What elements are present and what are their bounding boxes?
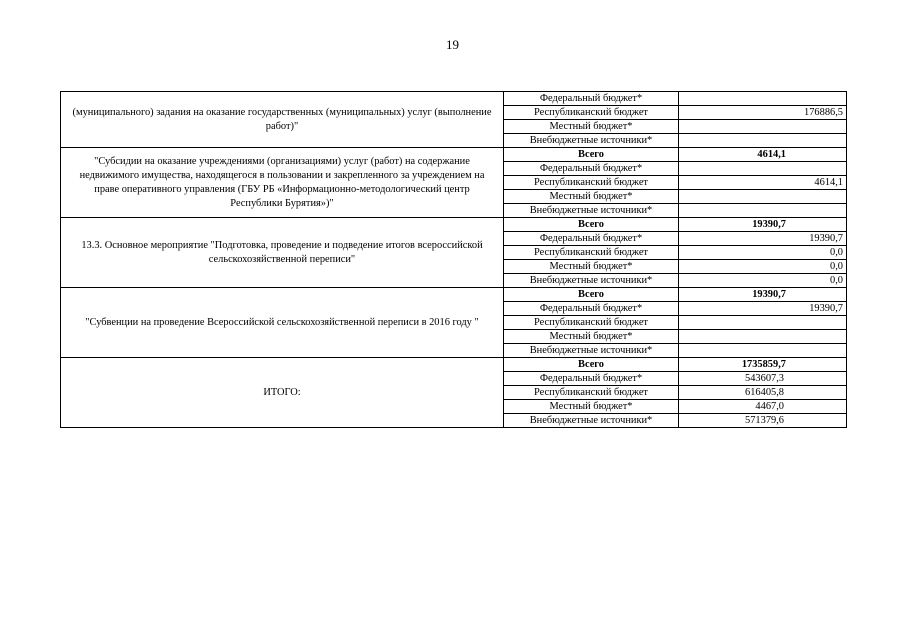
funding-source-total: Всего [504, 288, 679, 302]
funding-value: 0,0 [679, 274, 847, 288]
funding-source: Внебюджетные источники* [504, 134, 679, 148]
funding-source: Федеральный бюджет* [504, 162, 679, 176]
funding-value [679, 92, 847, 106]
funding-value: 19390,7 [679, 232, 847, 246]
funding-source: Республиканский бюджет [504, 106, 679, 120]
table-row [61, 288, 847, 302]
funding-source: Внебюджетные источники* [504, 204, 679, 218]
funding-value [679, 330, 847, 344]
table-row [61, 148, 847, 162]
section-description: "Субвенции на проведение Всероссийской сельскохозяйственной переписи в 2016 году " [61, 288, 504, 358]
funding-source: Республиканский бюджет [504, 386, 679, 400]
funding-source: Местный бюджет* [504, 120, 679, 134]
funding-value [679, 162, 847, 176]
funding-source: Федеральный бюджет* [504, 92, 679, 106]
funding-source: Федеральный бюджет* [504, 302, 679, 316]
funding-value [679, 190, 847, 204]
funding-source: Федеральный бюджет* [504, 232, 679, 246]
funding-source: Внебюджетные источники* [504, 274, 679, 288]
section-description: 13.3. Основное мероприятие "Подготовка, проведение и подведение итогов всероссийской сельскохозяйственной переписи" [61, 218, 504, 288]
funding-value [679, 204, 847, 218]
funding-value: 176886,5 [679, 106, 847, 120]
funding-source-total: Всего [504, 358, 679, 372]
funding-value [679, 120, 847, 134]
funding-source: Местный бюджет* [504, 260, 679, 274]
funding-value: 543607,3 [679, 372, 847, 386]
funding-value [679, 134, 847, 148]
funding-source: Местный бюджет* [504, 330, 679, 344]
funding-value: 4614,1 [679, 176, 847, 190]
funding-source: Республиканский бюджет [504, 176, 679, 190]
funding-source: Местный бюджет* [504, 400, 679, 414]
funding-source: Внебюджетные источники* [504, 414, 679, 428]
funding-value: 4467,0 [679, 400, 847, 414]
grand-total-label: ИТОГО: [61, 358, 504, 428]
page-number: 19 [446, 37, 459, 52]
funding-value: 571379,6 [679, 414, 847, 428]
table-row [61, 358, 847, 372]
table-row [61, 92, 847, 106]
funding-value: 0,0 [679, 260, 847, 274]
table-row [61, 218, 847, 232]
funding-value-total: 19390,7 [679, 218, 847, 232]
funding-value-total: 4614,1 [679, 148, 847, 162]
funding-value: 0,0 [679, 246, 847, 260]
funding-value: 616405,8 [679, 386, 847, 400]
funding-source: Федеральный бюджет* [504, 372, 679, 386]
section-description: (муниципального) задания на оказание государственных (муниципальных) услуг (выполнение работ)" [61, 92, 504, 148]
funding-source: Местный бюджет* [504, 190, 679, 204]
funding-value [679, 316, 847, 330]
funding-source: Республиканский бюджет [504, 246, 679, 260]
budget-table [60, 91, 847, 428]
funding-source-total: Всего [504, 148, 679, 162]
funding-value-total: 19390,7 [679, 288, 847, 302]
section-description: "Субсидии на оказание учреждениями (организациями) услуг (работ) на содержание недвижимого имущества, находящегося в пользовании и закрепленного за учреждением на праве оперативного управления (ГБУ РБ «Информационно-методологический центр Республики Бурятия»)" [61, 148, 504, 218]
funding-value-total: 1735859,7 [679, 358, 847, 372]
funding-value [679, 344, 847, 358]
funding-source: Внебюджетные источники* [504, 344, 679, 358]
funding-source-total: Всего [504, 218, 679, 232]
funding-source: Республиканский бюджет [504, 316, 679, 330]
funding-value: 19390,7 [679, 302, 847, 316]
